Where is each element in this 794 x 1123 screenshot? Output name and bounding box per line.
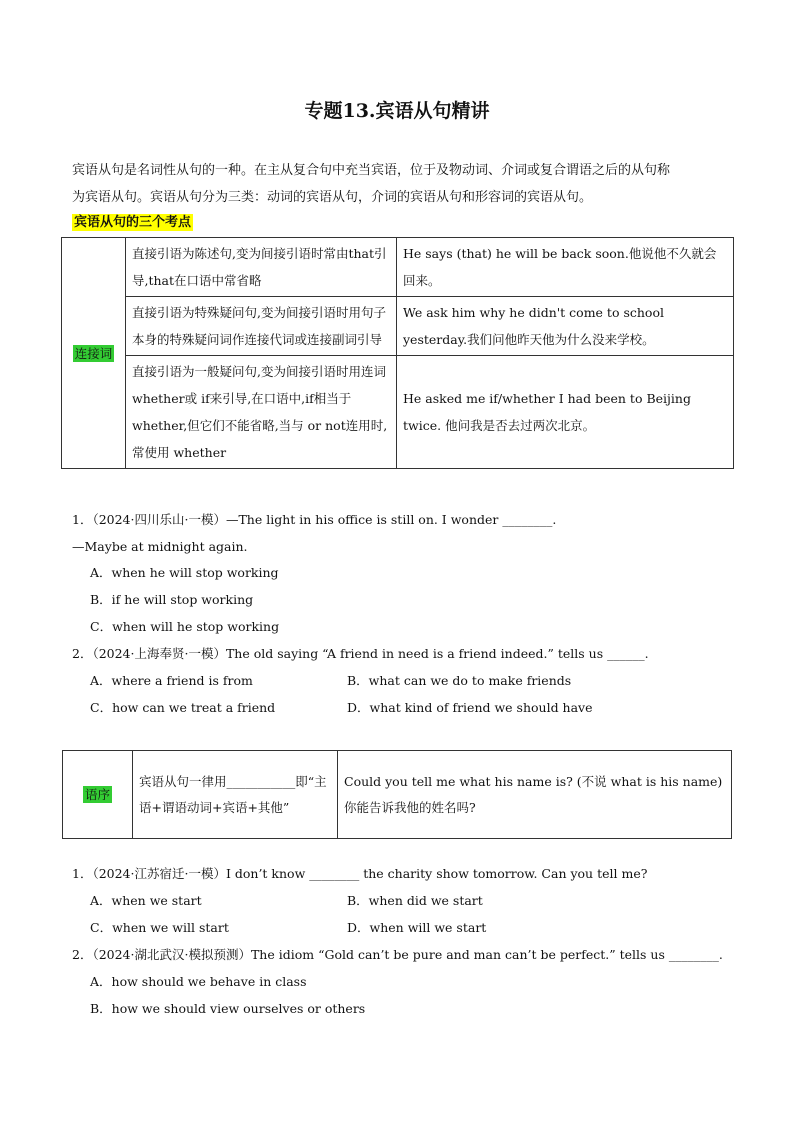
example-cell: He says (that) he will be back soon.他说他不久就会回来。 bbox=[397, 238, 734, 297]
example-cell: Could you tell me what his name is? (不说 what is his name)你能告诉我他的姓名吗? bbox=[338, 751, 732, 839]
connector-table bbox=[61, 237, 734, 469]
option-d: D．what kind of friend we should have bbox=[347, 700, 593, 715]
rule-cell: 直接引语为特殊疑问句,变为间接引语时用句子本身的特殊疑问词作连接代词或连接副词引导 bbox=[126, 297, 397, 356]
rule-cell: 宾语从句一律用___________即“主语+谓语动词+宾语+其他” bbox=[133, 751, 338, 839]
category-tag: 连接词 bbox=[74, 345, 113, 361]
example-cell: We ask him why he didn't come to school yesterday.我们问他昨天他为什么没来学校。 bbox=[397, 297, 734, 356]
question-stem: 2．（2024·湖北武汉·模拟预测）The idiom “Gold can’t be pure and man can’t be perfect.” tells us ________. bbox=[72, 947, 723, 962]
option-c: C．when we will start bbox=[90, 920, 229, 935]
intro-paragraph bbox=[72, 157, 732, 211]
rule-cell: 直接引语为一般疑问句,变为间接引语时用连词 whether或 if来引导,在口语中,if相当于 whether,但它们不能省略,当与 or not连用时,常使用 whether bbox=[126, 356, 397, 469]
option-a: A．how should we behave in class bbox=[90, 974, 307, 989]
question-reply: —Maybe at midnight again. bbox=[72, 539, 248, 554]
intro-line-2: 为宾语从句。宾语从句分为三类：动词的宾语从句，介词的宾语从句和形容词的宾语从句。 bbox=[72, 190, 593, 205]
option-b: B．when did we start bbox=[347, 893, 483, 908]
option-a: A．where a friend is from bbox=[90, 673, 253, 688]
category-cell bbox=[62, 238, 126, 469]
word-order-table bbox=[62, 750, 732, 839]
question-stem: 1．（2024·四川乐山·一模）—The light in his office is still on. I wonder ________. bbox=[72, 512, 557, 527]
option-b: B．how we should view ourselves or others bbox=[90, 1001, 366, 1016]
category-cell bbox=[63, 751, 133, 839]
table-row bbox=[62, 356, 734, 469]
option-c: C．how can we treat a friend bbox=[90, 700, 276, 715]
table-row bbox=[63, 751, 732, 839]
question-stem: 2．（2024·上海奉贤·一模）The old saying “A friend in need is a friend indeed.” tells us ______. bbox=[72, 646, 649, 661]
option-c: C．when will he stop working bbox=[90, 619, 280, 634]
option-b: B．if he will stop working bbox=[90, 592, 254, 607]
option-a: A．when he will stop working bbox=[90, 565, 279, 580]
option-a: A．when we start bbox=[90, 893, 202, 908]
option-b: B．what can we do to make friends bbox=[347, 673, 572, 688]
question-stem: 1．（2024·江苏宿迁·一模）I don’t know ________ the charity show tomorrow. Can you tell me? bbox=[72, 866, 648, 881]
category-tag: 语序 bbox=[84, 786, 110, 802]
section-heading: 宾语从句的三个考点 bbox=[74, 215, 192, 230]
table-row bbox=[62, 297, 734, 356]
table-row bbox=[62, 238, 734, 297]
example-cell: He asked me if/whether I had been to Beijing twice. 他问我是否去过两次北京。 bbox=[397, 356, 734, 469]
option-d: D．when will we start bbox=[347, 920, 487, 935]
page-title: 专题13.宾语从句精讲 bbox=[304, 100, 490, 122]
rule-cell: 直接引语为陈述句,变为间接引语时常由that引导,that在口语中常省略 bbox=[126, 238, 397, 297]
intro-line-1: 宾语从句是名词性从句的一种。在主从复合句中充当宾语，位于及物动词、介词或复合谓语之后的从句称 bbox=[72, 163, 671, 178]
